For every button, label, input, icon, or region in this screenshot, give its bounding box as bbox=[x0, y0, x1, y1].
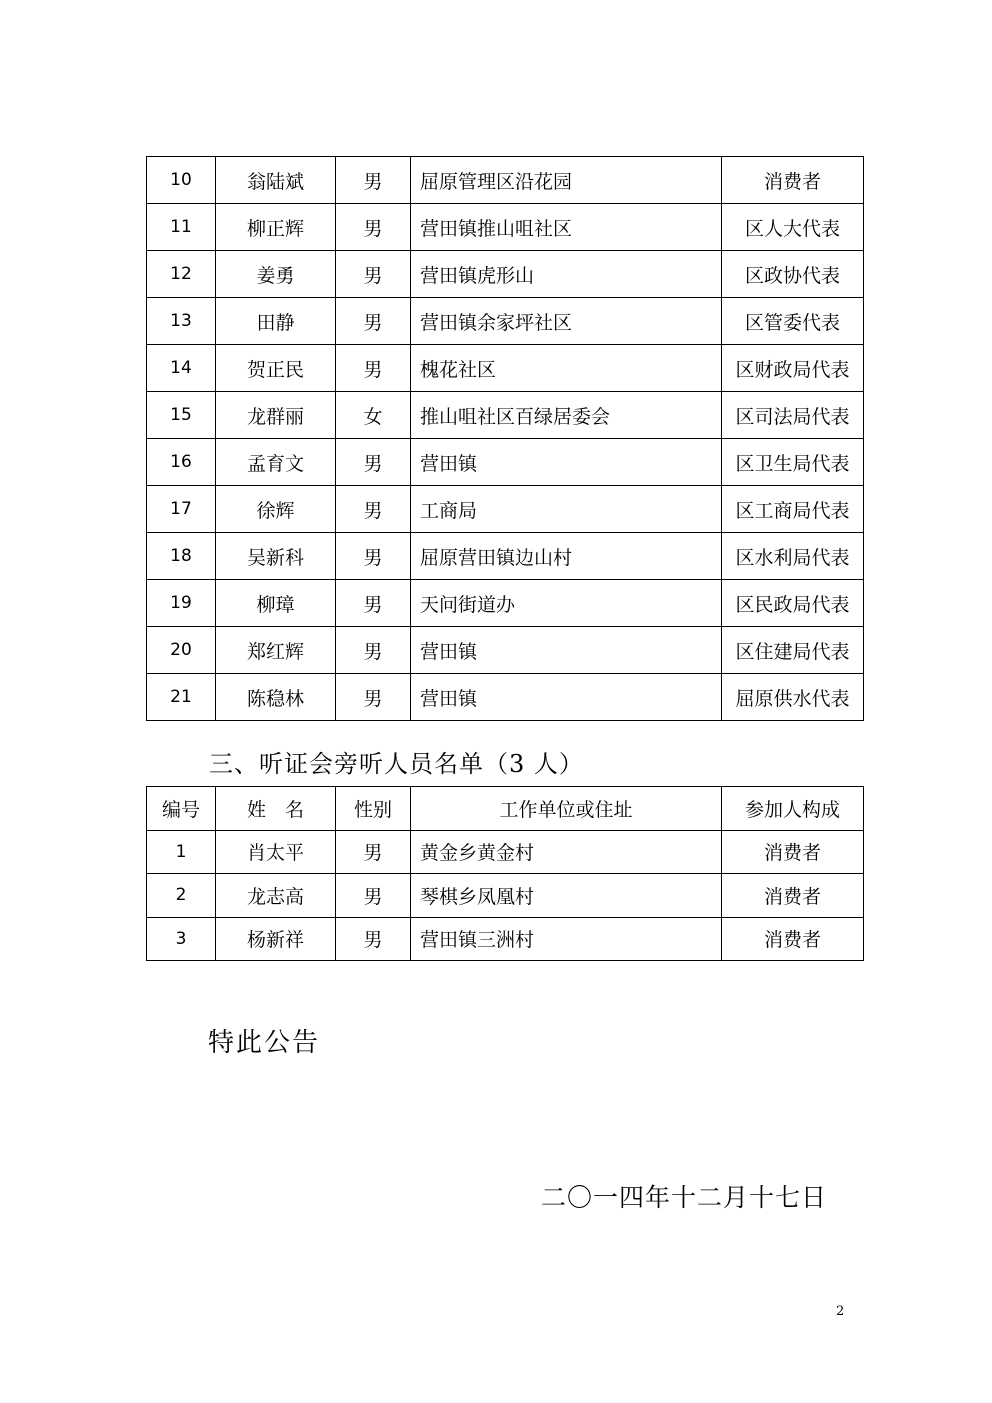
header-name: 姓 名 bbox=[216, 787, 336, 831]
table-row bbox=[147, 486, 864, 533]
cell-address: 营田镇 bbox=[411, 674, 722, 721]
cell-name: 翁陆斌 bbox=[216, 157, 336, 204]
closing-statement: 特此公告 bbox=[208, 1028, 321, 1058]
header-sex: 性别 bbox=[336, 787, 411, 831]
cell-sex: 男 bbox=[336, 157, 411, 204]
cell-role: 区民政局代表 bbox=[722, 580, 864, 627]
cell-address: 工商局 bbox=[411, 486, 722, 533]
cell-name: 柳璋 bbox=[216, 580, 336, 627]
audience-table bbox=[146, 786, 864, 961]
table-row bbox=[147, 580, 864, 627]
cell-name: 孟育文 bbox=[216, 439, 336, 486]
cell-number: 18 bbox=[147, 533, 216, 580]
cell-address: 琴棋乡凤凰村 bbox=[411, 874, 722, 918]
cell-address: 屈原管理区沿花园 bbox=[411, 157, 722, 204]
announcement-date: 二〇一四年十二月十七日 bbox=[541, 1183, 828, 1212]
cell-role: 区管委代表 bbox=[722, 298, 864, 345]
cell-role: 区政协代表 bbox=[722, 251, 864, 298]
page-number: 2 bbox=[836, 1304, 845, 1319]
header-number: 编号 bbox=[147, 787, 216, 831]
cell-number: 2 bbox=[147, 874, 216, 918]
cell-name: 杨新祥 bbox=[216, 917, 336, 961]
cell-number: 15 bbox=[147, 392, 216, 439]
cell-number: 21 bbox=[147, 674, 216, 721]
cell-address: 营田镇 bbox=[411, 627, 722, 674]
table-row bbox=[147, 157, 864, 204]
cell-role: 消费者 bbox=[722, 917, 864, 961]
cell-role: 消费者 bbox=[722, 830, 864, 874]
table-row bbox=[147, 917, 864, 961]
cell-number: 1 bbox=[147, 830, 216, 874]
cell-role: 区工商局代表 bbox=[722, 486, 864, 533]
cell-address: 槐花社区 bbox=[411, 345, 722, 392]
cell-sex: 男 bbox=[336, 298, 411, 345]
table-row bbox=[147, 674, 864, 721]
table-row bbox=[147, 533, 864, 580]
cell-sex: 男 bbox=[336, 830, 411, 874]
cell-number: 17 bbox=[147, 486, 216, 533]
cell-role: 区水利局代表 bbox=[722, 533, 864, 580]
cell-name: 龙群丽 bbox=[216, 392, 336, 439]
cell-number: 10 bbox=[147, 157, 216, 204]
cell-number: 16 bbox=[147, 439, 216, 486]
table-row bbox=[147, 439, 864, 486]
cell-sex: 男 bbox=[336, 917, 411, 961]
table-row bbox=[147, 204, 864, 251]
cell-number: 13 bbox=[147, 298, 216, 345]
participants-table-continued bbox=[146, 156, 864, 721]
table-row bbox=[147, 345, 864, 392]
cell-number: 12 bbox=[147, 251, 216, 298]
cell-address: 天问街道办 bbox=[411, 580, 722, 627]
cell-number: 19 bbox=[147, 580, 216, 627]
cell-name: 柳正辉 bbox=[216, 204, 336, 251]
cell-name: 陈稳林 bbox=[216, 674, 336, 721]
cell-name: 龙志高 bbox=[216, 874, 336, 918]
cell-name: 贺正民 bbox=[216, 345, 336, 392]
cell-sex: 男 bbox=[336, 486, 411, 533]
cell-sex: 女 bbox=[336, 392, 411, 439]
cell-address: 营田镇 bbox=[411, 439, 722, 486]
cell-role: 区住建局代表 bbox=[722, 627, 864, 674]
cell-address: 推山咀社区百绿居委会 bbox=[411, 392, 722, 439]
cell-address: 营田镇推山咀社区 bbox=[411, 204, 722, 251]
cell-role: 屈原供水代表 bbox=[722, 674, 864, 721]
cell-name: 郑红辉 bbox=[216, 627, 336, 674]
cell-sex: 男 bbox=[336, 874, 411, 918]
table-row bbox=[147, 251, 864, 298]
cell-role: 消费者 bbox=[722, 874, 864, 918]
cell-sex: 男 bbox=[336, 580, 411, 627]
cell-name: 姜勇 bbox=[216, 251, 336, 298]
cell-name: 肖太平 bbox=[216, 830, 336, 874]
cell-address: 屈原营田镇边山村 bbox=[411, 533, 722, 580]
header-address: 工作单位或住址 bbox=[411, 787, 722, 831]
cell-role: 区卫生局代表 bbox=[722, 439, 864, 486]
cell-sex: 男 bbox=[336, 674, 411, 721]
cell-sex: 男 bbox=[336, 439, 411, 486]
cell-number: 3 bbox=[147, 917, 216, 961]
cell-sex: 男 bbox=[336, 345, 411, 392]
table-row bbox=[147, 874, 864, 918]
cell-address: 营田镇虎形山 bbox=[411, 251, 722, 298]
cell-number: 14 bbox=[147, 345, 216, 392]
cell-sex: 男 bbox=[336, 204, 411, 251]
cell-name: 吴新科 bbox=[216, 533, 336, 580]
cell-name: 田静 bbox=[216, 298, 336, 345]
cell-number: 11 bbox=[147, 204, 216, 251]
cell-name: 徐辉 bbox=[216, 486, 336, 533]
cell-number: 20 bbox=[147, 627, 216, 674]
header-role: 参加人构成 bbox=[722, 787, 864, 831]
table-row bbox=[147, 298, 864, 345]
table-header-row bbox=[147, 787, 864, 831]
table-row bbox=[147, 627, 864, 674]
cell-address: 营田镇三洲村 bbox=[411, 917, 722, 961]
cell-address: 黄金乡黄金村 bbox=[411, 830, 722, 874]
cell-role: 消费者 bbox=[722, 157, 864, 204]
table-row bbox=[147, 830, 864, 874]
cell-role: 区财政局代表 bbox=[722, 345, 864, 392]
cell-role: 区司法局代表 bbox=[722, 392, 864, 439]
cell-sex: 男 bbox=[336, 251, 411, 298]
cell-address: 营田镇余家坪社区 bbox=[411, 298, 722, 345]
section-heading-audience: 三、听证会旁听人员名单（3 人） bbox=[209, 750, 584, 778]
cell-sex: 男 bbox=[336, 627, 411, 674]
cell-role: 区人大代表 bbox=[722, 204, 864, 251]
table-row bbox=[147, 392, 864, 439]
cell-sex: 男 bbox=[336, 533, 411, 580]
